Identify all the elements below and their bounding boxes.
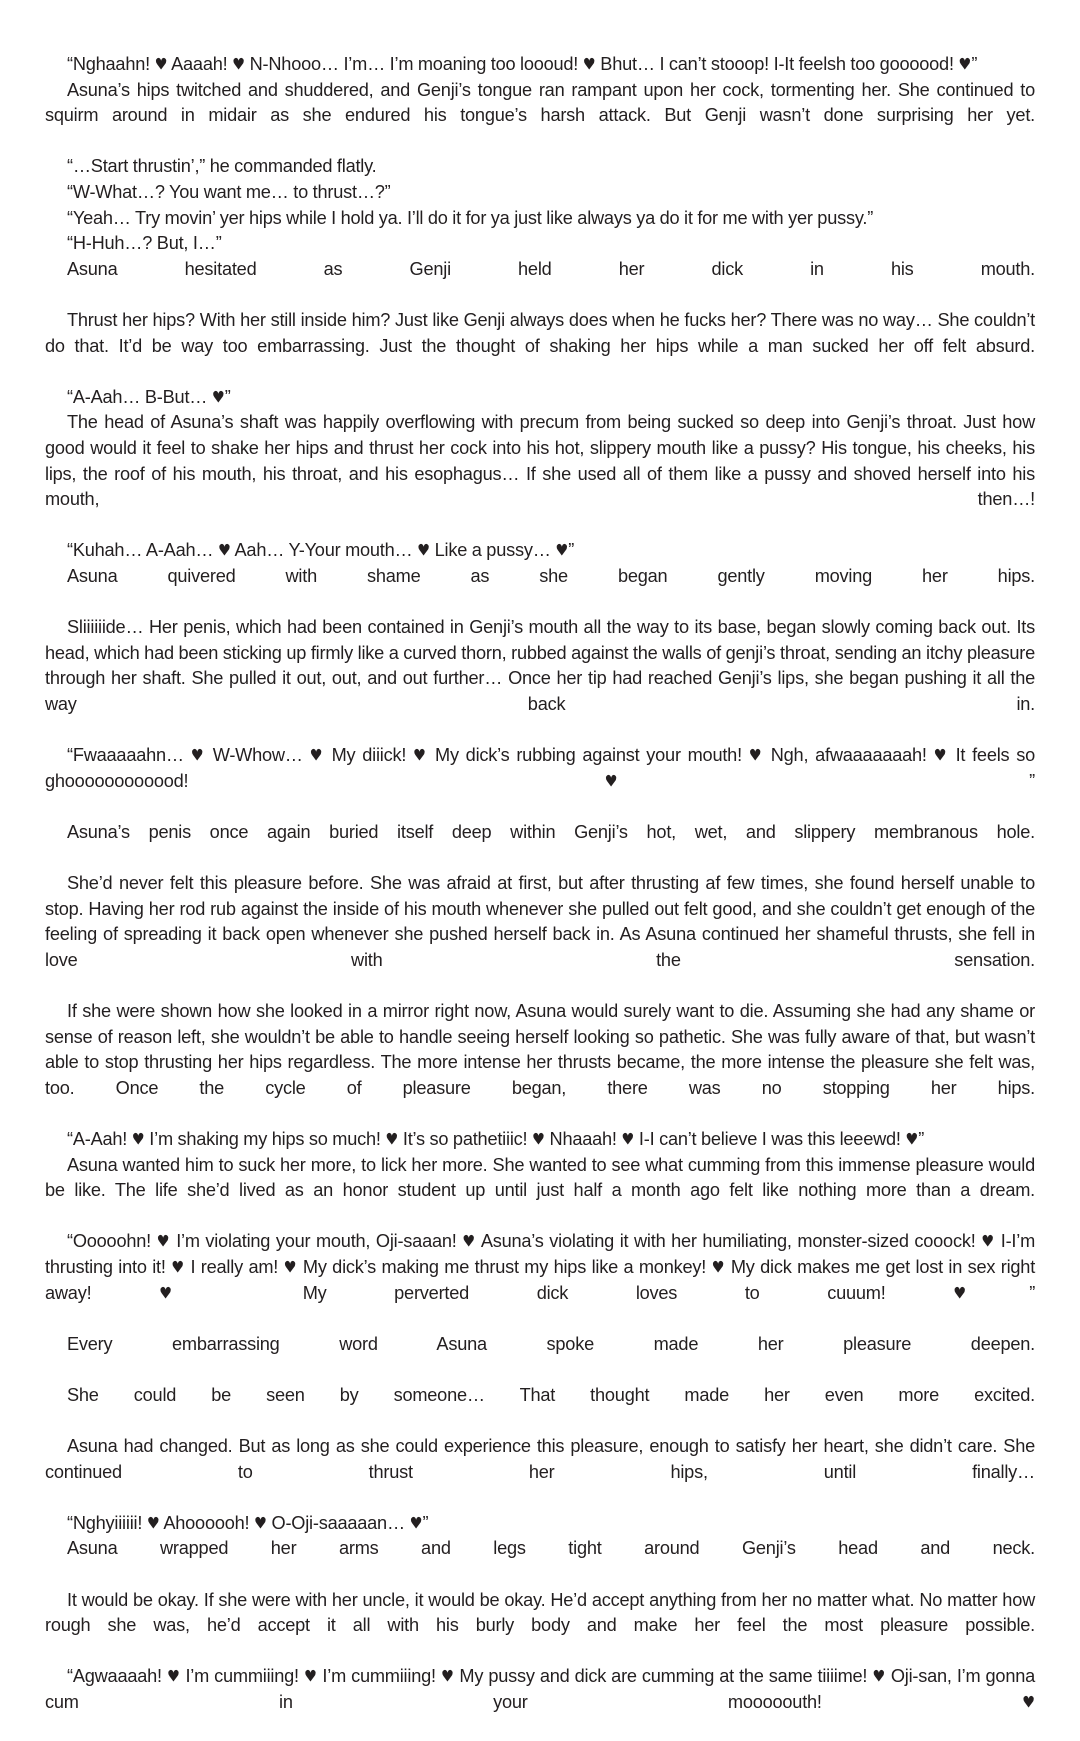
- heart-icon: ♥: [711, 1257, 726, 1277]
- heart-icon: ♥: [309, 745, 325, 765]
- heart-icon: ♥: [440, 1666, 455, 1686]
- heart-icon: ♥: [303, 1666, 318, 1686]
- dialogue-paragraph: “Agwaaaah! ♥ I’m cummiiing! ♥ I’m cummiiing! ♥ My pussy and dick are cumming at the same tiiiime! ♥ Oji-san, I’m gonna cum in your mooooouth! ♥: [45, 1666, 1036, 1712]
- heart-icon: ♥: [582, 54, 596, 74]
- page-body-text: [45, 52, 1035, 1741]
- dialogue-paragraph: “Kuhah… A-Aah… ♥ Aah… Y-Your mouth… ♥ Like a pussy… ♥”: [67, 540, 575, 561]
- narration-paragraph: She could be seen by someone… That thought made her even more excited.: [67, 1384, 1035, 1405]
- heart-icon: ♥: [905, 1129, 919, 1149]
- heart-icon: ♥: [166, 1666, 181, 1686]
- heart-icon: ♥: [604, 771, 1030, 791]
- dialogue-paragraph: “Yeah… Try movin’ yer hips while I hold ya. I’ll do it for ya just like always ya do it for me with yer pussy.”: [67, 207, 874, 228]
- heart-icon: ♥: [1022, 1692, 1035, 1712]
- narration-paragraph: Asuna wanted him to suck her more, to lick her more. She wanted to see what cumming from this immense pleasure would be like. The life she’d lived as an honor student up until just half a month ago felt like nothing more than a dream.: [45, 1154, 1035, 1201]
- heart-icon: ♥: [190, 745, 206, 765]
- heart-icon: ♥: [462, 1231, 477, 1251]
- dialogue-paragraph: “A-Aah… B-But… ♥”: [67, 386, 231, 407]
- narration-paragraph: Asuna hesitated as Genji held her dick in his mouth.: [67, 258, 1035, 279]
- dialogue-paragraph: “Fwaaaaahn… ♥ W-Whow… ♥ My diiick! ♥ My dick’s rubbing against your mouth! ♥ Ngh, afwaaaaaaah! ♥ It feels so ghoooooooooood! ♥”: [45, 745, 1036, 791]
- narration-paragraph: Asuna had changed. But as long as she could experience this pleasure, enough to satisfy her heart, she didn’t care. She continued to thrust her hips, until finally…: [45, 1436, 1035, 1482]
- narration-paragraph: She’d never felt this pleasure before. She was afraid at first, but after thrusting af few times, she found herself unable to stop. Having her rod rub against the inside of his mouth whenever she pulled out felt good, and she couldn’t get enough of the feeling of spreading it back open whenever she pushed herself back in. As Asuna continued her shameful thrusts, she fell in love with the sensation.: [45, 873, 1035, 970]
- heart-icon: ♥: [413, 745, 429, 765]
- heart-icon: ♥: [621, 1129, 635, 1149]
- narration-paragraph: Every embarrassing word Asuna spoke made her pleasure deepen.: [67, 1333, 1035, 1354]
- dialogue-paragraph: “W-What…? You want me… to thrust…?”: [67, 181, 391, 202]
- dialogue-paragraph: “H-Huh…? But, I…”: [67, 233, 222, 254]
- narration-paragraph: Thrust her hips? With her still inside him? Just like Genji always does when he fucks her? There was no way… She couldn’t do that. It’d be way too embarrassing. Just the thought of shaking her hips while a man sucked her off felt absurd.: [45, 309, 1035, 356]
- heart-icon: ♥: [409, 1513, 423, 1533]
- heart-icon: ♥: [159, 1283, 236, 1302]
- dialogue-paragraph: “Nghyiiiiii! ♥ Ahoooooh! ♥ O-Oji-saaaaan… ♥”: [67, 1512, 429, 1533]
- narration-paragraph: The head of Asuna’s shaft was happily overflowing with precum from being sucked so deep into Genji’s throat. Just how good would it feel to shake her hips and thrust her cock into his hot, slippery mouth like a pussy? His tongue, his cheeks, his lips, the roof of his mouth, his throat, and his esophagus… If she used all of them like a pussy and shoved herself into his mouth, then…!: [45, 412, 1035, 510]
- heart-icon: ♥: [958, 54, 972, 74]
- heart-icon: ♥: [555, 540, 569, 560]
- heart-icon: ♥: [953, 1283, 1030, 1302]
- heart-icon: ♥: [156, 1231, 171, 1251]
- heart-icon: ♥: [531, 1129, 545, 1149]
- heart-icon: ♥: [146, 1513, 160, 1533]
- heart-icon: ♥: [283, 1257, 298, 1277]
- heart-icon: ♥: [154, 54, 168, 74]
- heart-icon: ♥: [385, 1129, 399, 1149]
- narration-paragraph: Asuna’s hips twitched and shuddered, and Genji’s tongue ran rampant upon her cock, tormenting her. She continued to squirm around in midair as she endured his tongue’s harsh attack. But Genji wasn’t done surprising her yet.: [45, 79, 1035, 126]
- heart-icon: ♥: [232, 54, 245, 74]
- heart-icon: ♥: [933, 745, 949, 765]
- heart-icon: ♥: [211, 387, 225, 407]
- narration-paragraph: It would be okay. If she were with her uncle, it would be okay. He’d accept anything from her no matter what. No matter how rough she was, he’d accept it all with his burly body and make her feel the most pleasure possible.: [45, 1589, 1035, 1636]
- heart-icon: ♥: [254, 1513, 267, 1533]
- heart-icon: ♥: [748, 745, 764, 765]
- narration-paragraph: Asuna’s penis once again buried itself deep within Genji’s hot, wet, and slippery membranous hole.: [67, 821, 1035, 842]
- dialogue-paragraph: “A-Aah! ♥ I’m shaking my hips so much! ♥ It’s so pathetiiic! ♥ Nhaaah! ♥ I-I can’t believe I was this leeewd! ♥”: [67, 1128, 925, 1149]
- narration-paragraph: Asuna wrapped her arms and legs tight around Genji’s head and neck.: [67, 1538, 1035, 1559]
- narration-paragraph: Asuna quivered with shame as she began gently moving her hips.: [67, 565, 1035, 586]
- heart-icon: ♥: [131, 1129, 145, 1149]
- heart-icon: ♥: [217, 540, 231, 560]
- heart-icon: ♥: [981, 1231, 996, 1251]
- dialogue-paragraph: “…Start thrustin’,” he commanded flatly.: [67, 156, 377, 177]
- narration-paragraph: If she were shown how she looked in a mirror right now, Asuna would surely want to die. Assuming she had any shame or sense of reason left, she wouldn’t be able to handle seeing herself looking so pathetic. She was fully aware of that, but wasn’t able to stop thrusting her hips regardless. The more intense her thrusts became, the more intense the pleasure she felt was, too. Once the cycle of pleasure began, there was no stopping her hips.: [45, 1000, 1035, 1098]
- dialogue-paragraph: “Nghaahn! ♥ Aaaah! ♥ N-Nhooo… I’m… I’m moaning too loooud! ♥ Bhut… I can’t stooop! I-It feelsh too goooood! ♥”: [67, 54, 978, 74]
- narration-paragraph: Sliiiiiide… Her penis, which had been contained in Genji’s mouth all the way to its base, began slowly coming back out. Its head, which had been sticking up firmly like a curved thorn, rubbed against the walls of genji’s throat, sending an itchy pleasure through her shaft. She pulled it out, out, and out further… Once her tip had reached Genji’s lips, she began pushing it all the way back in.: [45, 617, 1035, 714]
- heart-icon: ♥: [872, 1666, 886, 1686]
- heart-icon: ♥: [171, 1257, 185, 1277]
- dialogue-paragraph: “Ooooohn! ♥ I’m violating your mouth, Oji-saaan! ♥ Asuna’s violating it with her humiliating, monster-sized cooock! ♥ I-I’m thrusting into it! ♥ I really am! ♥ My dick’s making me thrust my hips like a monkey! ♥ My dick makes me get lost in sex right away! ♥ My perverted dick loves to cuuum! ♥”: [45, 1231, 1036, 1303]
- heart-icon: ♥: [417, 540, 431, 560]
